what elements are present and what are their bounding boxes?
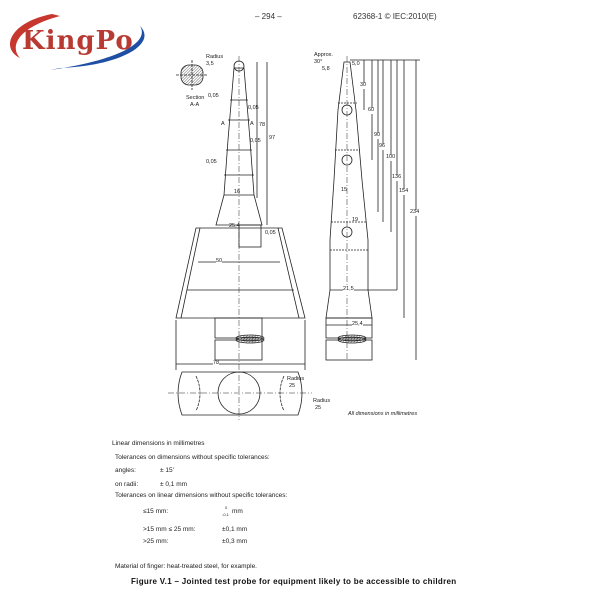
radius-25b-label: Radius	[313, 398, 331, 404]
tolerance-label: 0,05	[208, 93, 219, 99]
tolerance-label: 0,05	[250, 138, 261, 144]
section-id: A-A	[190, 102, 200, 108]
radius-25-label: Radius	[287, 376, 305, 382]
dimension-154: 154	[399, 188, 409, 194]
dimensions-note: All dimensions in millimetres	[348, 411, 418, 417]
tolerance-value: ±0,3 mm	[222, 538, 248, 545]
tolerance-range: >25 mm:	[143, 538, 169, 545]
dimension-19: 19	[352, 217, 359, 223]
approx-label: Approx.	[314, 52, 333, 58]
dimension-100: 100	[386, 154, 396, 160]
linear-tolerance-heading: Tolerances on linear dimensions without specific tolerances:	[115, 492, 288, 499]
dimension-234: 234	[410, 209, 420, 215]
tolerance-label: 0,05	[265, 230, 276, 236]
linear-dimensions-note: Linear dimensions in millimetres	[112, 440, 205, 447]
material-note: Material of finger: heat-treated steel, for example.	[115, 563, 257, 570]
section-label: Section	[186, 95, 205, 101]
section-a-a-icon	[176, 60, 208, 90]
dimension-5-8: 5,8	[322, 66, 330, 72]
dimension-16: 16	[234, 189, 241, 195]
dimension-97: 97	[269, 135, 276, 141]
radii-value: ± 0,1 mm	[160, 481, 188, 488]
dimension-78: 78	[213, 360, 220, 366]
angles-label: angles:	[115, 467, 136, 474]
dimension-90: 90	[374, 132, 381, 138]
radius-25-value: 25	[289, 383, 296, 389]
dimension-21-5: 21,5	[343, 286, 354, 292]
dimension-25-4-side: 25,4	[352, 321, 363, 327]
radius-label: Radius	[206, 54, 224, 60]
tolerance-heading: Tolerances on dimensions without specific tolerances:	[115, 454, 270, 461]
page-number: – 294 –	[255, 12, 282, 21]
angles-value: ± 15'	[160, 467, 174, 474]
tolerance-label: 0,05	[206, 159, 217, 165]
logo-text: KingPo	[22, 26, 134, 56]
radius-25b-value: 25	[315, 405, 322, 411]
tolerance-label: 0,05	[248, 105, 259, 111]
tolerance-range: >15 mm ≤ 25 mm:	[143, 526, 196, 533]
section-mark: A	[221, 121, 225, 127]
dimension-25-4: 25,4	[229, 223, 240, 229]
dimension-30: 30	[360, 82, 367, 88]
radii-label: on radii:	[115, 481, 139, 488]
dimension-15: 15	[341, 187, 348, 193]
tolerance-unit: mm	[232, 508, 243, 515]
tolerance-lower: -0,1	[222, 512, 229, 517]
dimension-78-upper: 78	[259, 122, 266, 128]
section-mark: A	[250, 121, 254, 127]
tolerance-range: ≤15 mm:	[143, 508, 169, 515]
dimension-60: 60	[368, 107, 375, 113]
finger-side-view	[326, 56, 420, 360]
tolerance-value: ±0,1 mm	[222, 526, 248, 533]
approx-angle: 30°	[314, 59, 323, 65]
dimension-96: 96	[379, 143, 386, 149]
figure-caption: Figure V.1 – Jointed test probe for equipment likely to be accessible to children	[131, 577, 457, 586]
document-id: 62368-1 © IEC:2010(E)	[353, 12, 437, 21]
dimension-50: 50	[216, 258, 223, 264]
dimension-5-0: 5,0	[352, 61, 360, 67]
tolerance-upper: 0	[225, 505, 228, 510]
radius-value: 3,5	[206, 61, 214, 67]
finger-front-view	[168, 56, 312, 420]
dimension-136: 136	[392, 174, 402, 180]
